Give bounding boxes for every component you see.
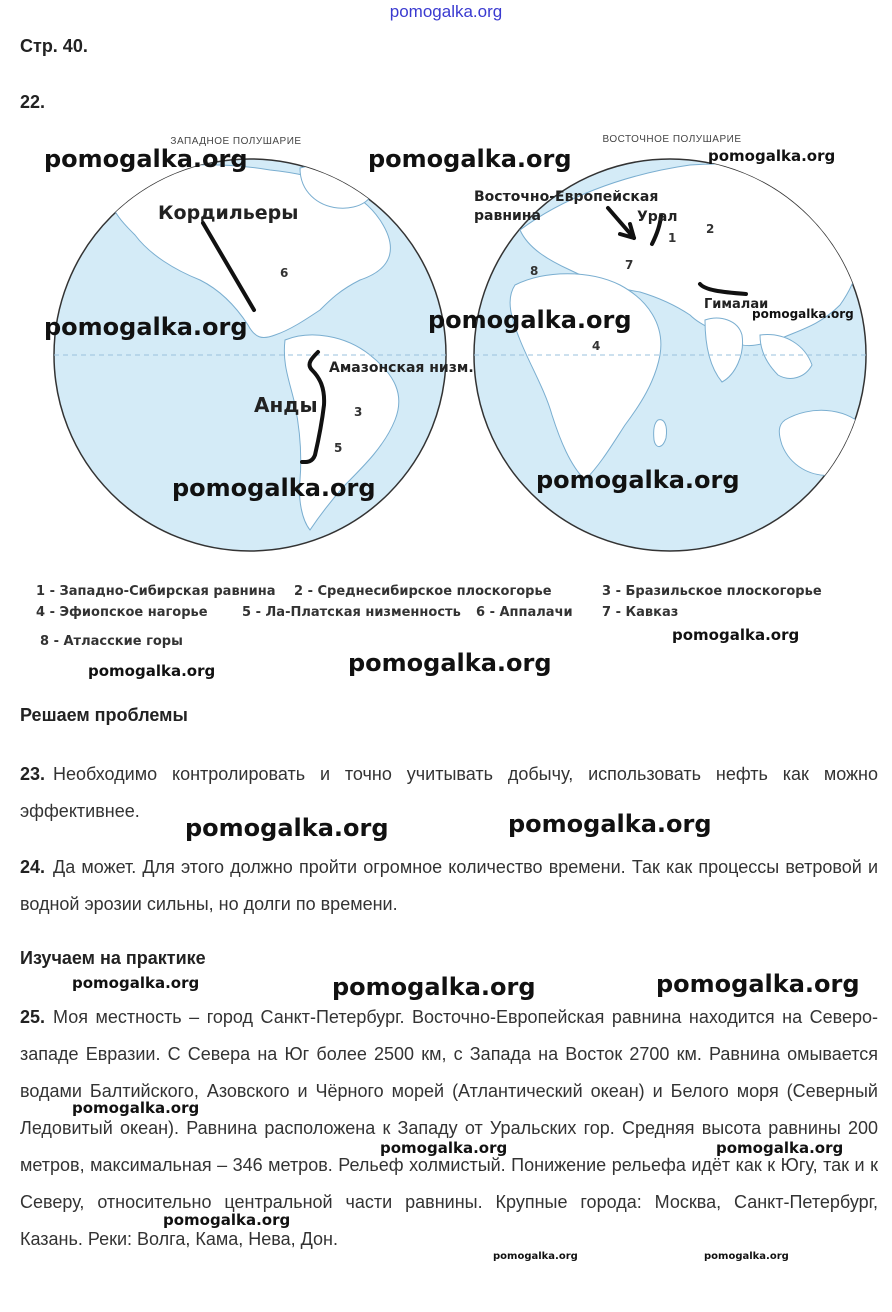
watermark-text: pomogalka.org	[708, 147, 836, 165]
label-ural: Урал	[637, 209, 678, 225]
site-url-header[interactable]: pomogalka.org	[389, 2, 503, 21]
task-number-22: 22.	[20, 92, 46, 112]
answer-25-number: 25.	[20, 1007, 46, 1027]
watermark-text: pomogalka.org	[672, 626, 800, 644]
answer-25	[20, 999, 878, 1258]
watermark-text: pomogalka.org	[508, 810, 712, 838]
watermark-text: pomogalka.org	[88, 662, 216, 680]
watermark-text: pomogalka.org	[72, 1099, 200, 1117]
answer-23	[20, 756, 878, 830]
map-number-4: 4	[592, 339, 601, 353]
answer-23-text: Необходимо контролировать и точно учитывать добычу, использовать нефть как можно эффективнее.	[20, 764, 878, 821]
page-number: Стр. 40.	[20, 36, 88, 56]
watermark-text: pomogalka.org	[163, 1211, 291, 1229]
label-himalaya: Гималаи	[704, 297, 769, 312]
legend-item-2: 2 - Среднесибирское плоскогорье	[294, 584, 552, 599]
watermark-text: pomogalka.org	[704, 1251, 789, 1262]
watermark-text: pomogalka.org	[493, 1251, 578, 1262]
label-amazon: Амазонская низм.	[329, 360, 474, 376]
map-number-7: 7	[625, 258, 634, 272]
watermark-text: pomogalka.org	[380, 1139, 508, 1157]
answer-24	[20, 849, 878, 923]
legend-item-8: 8 - Атласские горы	[40, 634, 183, 649]
label-andes: Анды	[254, 393, 318, 417]
map-number-3: 3	[354, 405, 363, 419]
heading-problems: Решаем проблемы	[20, 705, 188, 725]
answer-24-text: Да может. Для этого должно пройти огромное количество времени. Так как процессы ветровой и водной эрозии сильны, но долги по времени.	[20, 857, 878, 914]
legend-item-1: 1 - Западно-Сибирская равнина	[36, 584, 276, 599]
heading-practice: Изучаем на практике	[20, 948, 206, 968]
legend-item-5: 5 - Ла-Платская низменность	[242, 605, 461, 620]
east-hemisphere-title: ВОСТОЧНОЕ ПОЛУШАРИЕ	[602, 134, 742, 145]
map-number-6: 6	[280, 266, 289, 280]
madagascar-landmass	[654, 420, 667, 447]
legend-item-3: 3 - Бразильское плоскогорье	[602, 584, 822, 599]
legend-item-7: 7 - Кавказ	[602, 605, 679, 620]
label-east-european-1: Восточно-Европейская	[474, 189, 659, 205]
answer-24-number: 24.	[20, 857, 46, 877]
watermark-text: pomogalka.org	[716, 1139, 844, 1157]
watermark-text: pomogalka.org	[536, 466, 740, 494]
watermark-text: pomogalka.org	[172, 474, 376, 502]
watermark-text: pomogalka.org	[185, 814, 389, 842]
watermark-text: pomogalka.org	[752, 307, 854, 321]
watermark-text: pomogalka.org	[72, 974, 200, 992]
watermark-text: pomogalka.org	[428, 306, 632, 334]
map-number-5: 5	[334, 441, 343, 455]
watermark-text: pomogalka.org	[368, 145, 572, 173]
legend-item-6: 6 - Аппалачи	[476, 605, 573, 620]
watermark-text: pomogalka.org	[656, 970, 860, 998]
map-number-1: 1	[668, 231, 677, 245]
map-number-8: 8	[530, 264, 539, 278]
watermark-text: pomogalka.org	[44, 145, 248, 173]
answer-25-text: Моя местность – город Санкт-Петербург. Восточно-Европейская равнина находится на Северо-западе Евразии. С Севера на Юг более 2500 км, с Запада на Восток 2700 км. Равнина омывается водами Балтийского, Азовского и Чёрного морей (Атлантический океан) и Белого моря (Северный Ледовитый океан). Равнина расположена к Западу от Уральских гор. Средняя высота равнины 200 метров, максимальная – 346 метров. Рельеф холмистый. Понижение рельефа идёт как к Югу, так и к Северу, относительно центральной части равнины. Крупные города: Москва, Санкт-Петербург, Казань. Реки: Волга, Кама, Нева, Дон.	[20, 1007, 878, 1249]
watermark-text: pomogalka.org	[44, 313, 248, 341]
legend-item-4: 4 - Эфиопское нагорье	[36, 605, 208, 620]
watermark-text: pomogalka.org	[332, 973, 536, 1001]
west-hemisphere-title: ЗАПАДНОЕ ПОЛУШАРИЕ	[170, 136, 302, 147]
label-east-european-2: равнина	[474, 208, 541, 224]
answer-23-number: 23.	[20, 764, 46, 784]
map-number-2: 2	[706, 222, 715, 236]
watermark-text: pomogalka.org	[348, 649, 552, 677]
label-cordilleras: Кордильеры	[158, 202, 299, 224]
